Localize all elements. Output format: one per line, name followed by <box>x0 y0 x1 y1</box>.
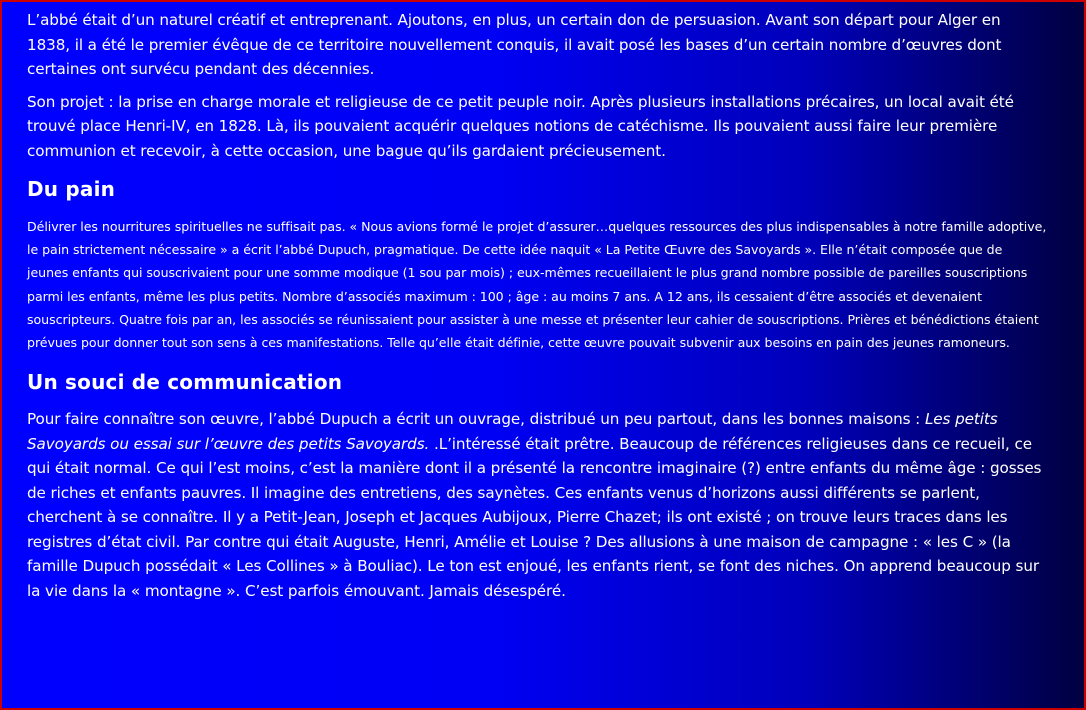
paragraph-project: Son projet : la prise en charge morale et religieuse de ce petit peuple noir. Après plusieurs installations précaires, un local avait été trouvé place Henri-IV, en 1828. Là, ils pouvaient acquérir quelques notions de catéchisme. Ils pouvaient aussi faire leur première communion et recevoir, à cette occasion, une bague qu’ils gardaient précieusement. <box>27 92 1014 160</box>
paragraph-du-pain: Délivrer les nourritures spirituelles ne suffisait pas. « Nous avions formé le projet d’assurer…quelques ressources des plus indispensables à notre famille adoptive, le pain strictement nécessaire » a écrit l’abbé Dupuch, pragmatique. De cette idée naquit « La Petite Œuvre des Savoyards ». Elle n’était composée que de jeunes enfants qui souscrivaient pour une somme modique (1 sou par mois) ; eux-mêmes recueillaient le plus grand nombre possible de pareilles souscriptions parmi les enfants, même les plus petits. Nombre d’associés maximum : 100 ; âge : au moins 7 ans. A 12 ans, ils cessaient d’être associés et devenaient souscripteurs. Quatre fois par an, les associés se réunissaient pour assister à une messe et présenter leur cahier de souscriptions. Prières et bénédictions étaient prévues pour donner tout son sens à ces manifestations. Telle qu’elle était définie, cette œuvre pouvait subvenir aux besoins en pain des jeunes ramoneurs. <box>27 219 1047 351</box>
paragraph-communication-rest: .L’intéressé était prêtre. Beaucoup de références religieuses dans ce recueil, ce qui était normal. Ce qui l’est moins, c’est la manière dont il a présenté la rencontre imaginaire (?) entre enfants du même âge : gosses de riches et enfants pauvres. Il imagine des entretiens, des saynètes. Ces enfants venus d’horizons aussi différents se parlent, cherchent à se connaître. Il y a Petit-Jean, Joseph et Jacques Aubijoux, Pierre Chazet; ils ont existé ; on trouve leurs traces dans les registres d’état civil. Par contre qui était Auguste, Henri, Amélie et Louise ? Des allusions à une maison de campagne : « les C » (la famille Dupuch possédait « Les Collines » à Bouliac). Le ton est enjoué, les enfants rient, se font des niches. On apprend beaucoup sur la vie dans la « montagne ». C’est parfois émouvant. Jamais désespéré. <box>27 434 1042 600</box>
heading-communication: Un souci de communication <box>27 370 343 395</box>
book-title: Les petits Savoyards ou essai sur l’œuvre des petits Savoyards. <box>27 410 998 453</box>
document-body <box>27 8 1047 603</box>
paragraph-intro: L’abbé était d’un naturel créatif et entreprenant. Ajoutons, en plus, un certain don de persuasion. Avant son départ pour Alger en 1838, il a été le premier évêque de ce territoire nouvellement conquis, il avait posé les bases d’un certain nombre d’œuvres dont certaines ont survécu pendant des décennies. <box>27 11 1002 78</box>
paragraph-communication <box>27 407 1047 603</box>
paragraph-communication-intro: Pour faire connaître son œuvre, l’abbé Dupuch a écrit un ouvrage, distribué un peu partout, dans les bonnes maisons : <box>27 410 925 429</box>
heading-du-pain: Du pain <box>27 177 116 201</box>
